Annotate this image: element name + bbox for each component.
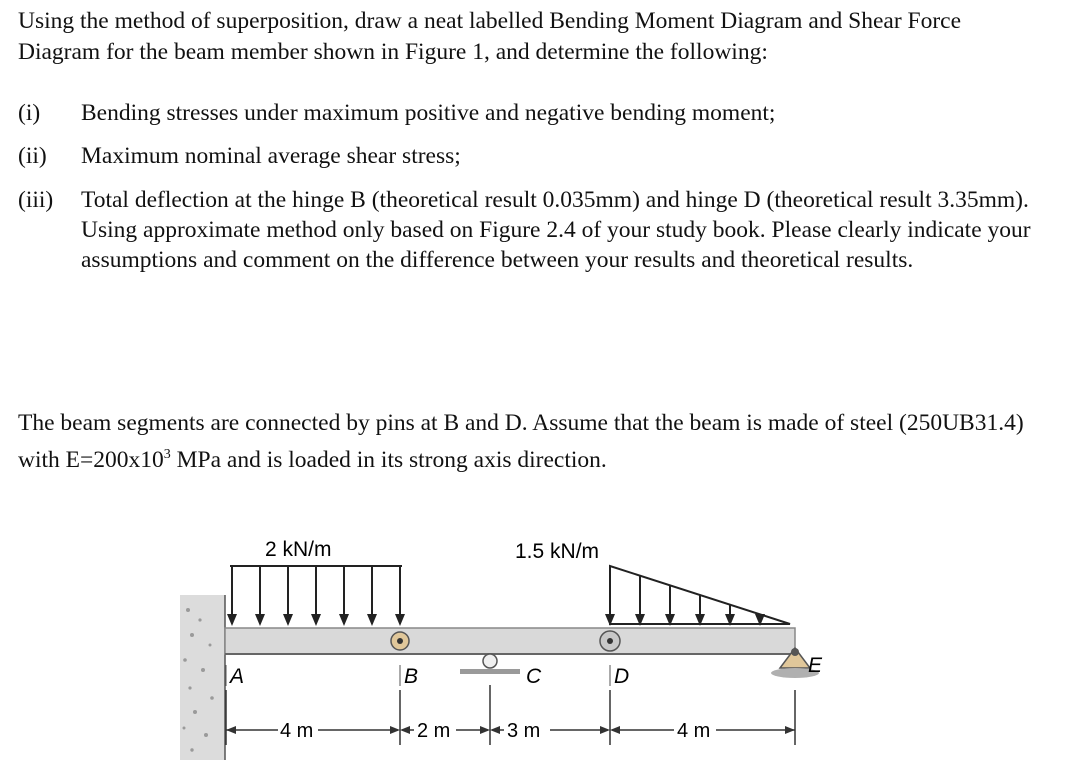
item-text: Total deflection at the hinge B (theoretical result 0.035mm) and hinge D (theoretical result 3.35mm). Using approximate method only based on Figure 2.4 of your study book. Please clearly indicate your assumptions and comment on the difference between your results and theoretical results. (81, 187, 1031, 273)
dimension-label-cd: 3 m (507, 720, 541, 742)
beam-note-paragraph (18, 408, 1048, 476)
fixed-wall (180, 595, 225, 760)
udl-arrows (232, 566, 400, 622)
point-label-e: E (808, 654, 823, 677)
udl-arrowheads (227, 614, 405, 626)
dimension-label-bc: 2 m (417, 720, 451, 742)
dimension-label-de: 4 m (677, 720, 711, 742)
note-text-1: The beam segments are connected by pins at B and D. Assume that the beam is made of steel (250UB31.4) with E=200x10 (18, 410, 1024, 473)
point-label-b: B (404, 665, 419, 688)
dimension-label-ab: 4 m (280, 720, 314, 742)
item-number: (ii) (18, 143, 47, 169)
load-label-triangular: 1.5 kN/m (515, 540, 600, 563)
pin-e (791, 648, 799, 656)
point-label-a: A (230, 665, 245, 688)
item-number: (i) (18, 100, 41, 126)
item-text: Maximum nominal average shear stress; (81, 143, 461, 169)
note-text-2: MPa and is loaded in its strong axis direction. (170, 446, 607, 473)
roller-c-icon (483, 654, 497, 668)
point-label-d: D (614, 665, 630, 688)
load-label-udl: 2 kN/m (265, 538, 332, 561)
point-label-c: C (526, 665, 542, 688)
intro-paragraph: Using the method of superposition, draw a neat labelled Bending Moment Diagram and Shear Force Diagram for the beam member shown in Figure 1, and determine the following: (18, 8, 962, 65)
roller-c-ground (460, 669, 520, 674)
item-number: (iii) (18, 187, 54, 213)
beam-figure (170, 520, 830, 770)
note-exponent: 3 (163, 447, 171, 462)
item-text: Bending stresses under maximum positive and negative bending moment; (81, 100, 776, 126)
beam (225, 628, 795, 654)
hinge-d-pin (607, 638, 613, 644)
hinge-b-pin (397, 638, 403, 644)
